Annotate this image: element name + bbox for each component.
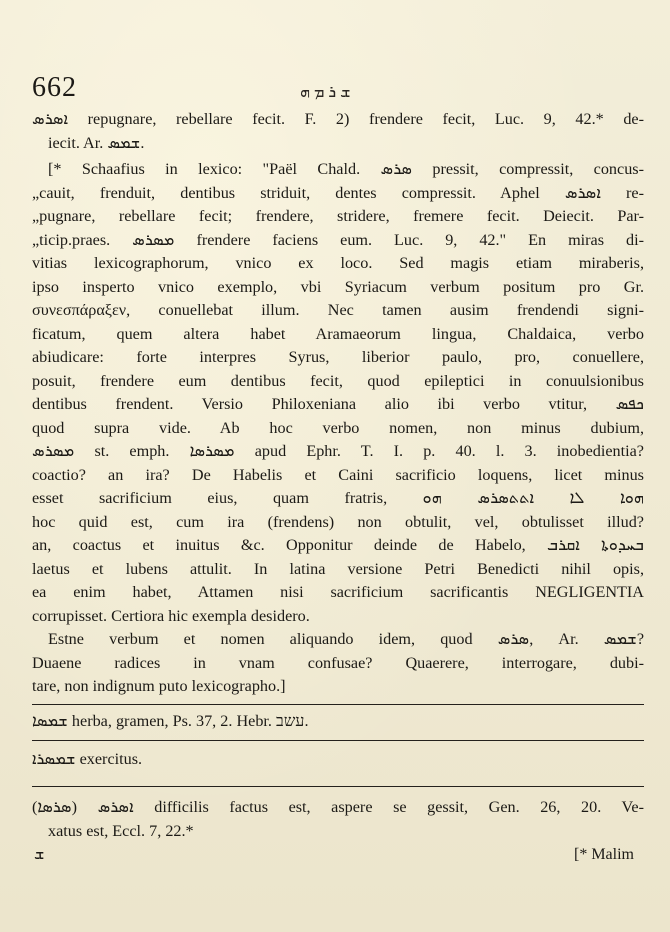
entry-line: ܐܣܪܣ repugnare, rebellare fecit. F. 2) frendere fecit, Luc. 9, 42.* de-	[32, 110, 644, 128]
note-line: coactio? an ira? De Habelis et Caini sacrificio loquens, licet minus	[32, 465, 644, 484]
entry-exercitus	[32, 748, 644, 772]
note-line: ficatum, quem altera habet Aramaeorum lingua, Chaldaica, verbo	[32, 324, 644, 343]
note-line: vitias lexicographorum, vnico ex loco. Sed magis etiam miraberis,	[32, 254, 644, 272]
entry-difficilis	[32, 796, 644, 843]
catchword: [* Malim	[574, 846, 634, 863]
section-rule	[32, 740, 644, 741]
note-line: laetus et lubens attulit. In latina versione Petri Benedicti nihil opis,	[32, 559, 644, 578]
section-rule	[32, 704, 644, 705]
note-line: συνεσπάραξεν, conuellebat illum. Nec tamen ausim frendendi signi-	[32, 301, 644, 319]
note-line: corrupisset. Certiora hic exempla desidero.	[32, 606, 310, 625]
note-line: „ticip.praes. ܡܣܪܣ frendere faciens eum. Luc. 9, 42." En miras di-	[32, 230, 644, 249]
entry-line: xatus est, Eccl. 7, 22.*	[48, 821, 194, 840]
note-line: „cauit, frenduit, dentibus striduit, dentes compressit. Aphel ܐܣܪܣ re-	[32, 183, 644, 202]
running-head: ܫ ܪ ܡ ܗ	[300, 84, 351, 101]
bottom-left-mark: ܫ	[34, 846, 45, 863]
entry-herba	[32, 710, 644, 734]
note-line: esset sacrificium eius, quam fratris, ܗܘܐ ܠܐ ܐܬܬܣܪܣ ܗܘ	[32, 489, 644, 507]
entry-aphel	[32, 108, 644, 155]
note-line: [* Schaafius in lexico: "Paël Chald. ܣܪܣ pressit, compressit, concus-	[48, 160, 644, 178]
note-line: Estne verbum et nomen aliquando idem, quod ܣܪܣ, Ar. ܫܡܣ?	[48, 630, 644, 648]
note-line: „pugnare, rebellare fecit; frendere, stridere, fremere fecit. Deiecit. Par-	[32, 207, 644, 225]
editor-note	[32, 158, 644, 699]
section-rule	[32, 786, 644, 787]
note-line: quod supra vide. Ab hoc verbo nomen, non minus dubium,	[32, 418, 644, 437]
entry-line: ܫܡܣܪܐ exercitus.	[32, 750, 143, 768]
note-line: ea enim habet, Attamen nisi sacrificium sacrificantis NEGLIGENTIA	[32, 583, 644, 601]
note-line: ipso insperto vnico exemplo, vbi Syriacum verbum positum pro Gr.	[32, 277, 644, 296]
page-number: 662	[32, 72, 77, 103]
note-line: hoc quid est, cum ira (frendens) non obtulit, vel, obtulisset illud?	[32, 512, 644, 531]
note-line: posuit, frendere eum dentibus fecit, quod epileptici in conuulsionibus	[32, 371, 644, 390]
entry-line: iecit. Ar. ܫܡܣ.	[48, 133, 145, 152]
note-line: abiudicare: forte interpres Syrus, liberior paulo, pro, conuellere,	[32, 348, 644, 366]
note-line: dentibus frendent. Versio Philoxeniana alio ibi verbo vtitur, ܟܦܣ	[32, 395, 644, 413]
note-line: an, coactus et inuitus &c. Opponitur deinde de Habelo, ܒܚܕܘܬܐ ܐܩܪܒ	[32, 536, 644, 554]
note-line: ܡܣܪܣ st. emph. ܡܣܪܣܐ apud Ephr. T. I. p. 40. l. 3. inobedientia?	[32, 442, 644, 460]
note-line: Duaene radices in vnam confusae? Quaerere, interrogare, dubi-	[32, 653, 644, 672]
note-line: tare, non indignum puto lexicographo.]	[32, 677, 286, 695]
entry-line: (ܣܪܣܐ) ܐܣܪܣ difficilis factus est, aspere se gessit, Gen. 26, 20. Ve-	[32, 798, 645, 816]
entry-line: ܫܡܣܐ herba, gramen, Ps. 37, 2. Hebr. עשב.	[32, 712, 309, 730]
